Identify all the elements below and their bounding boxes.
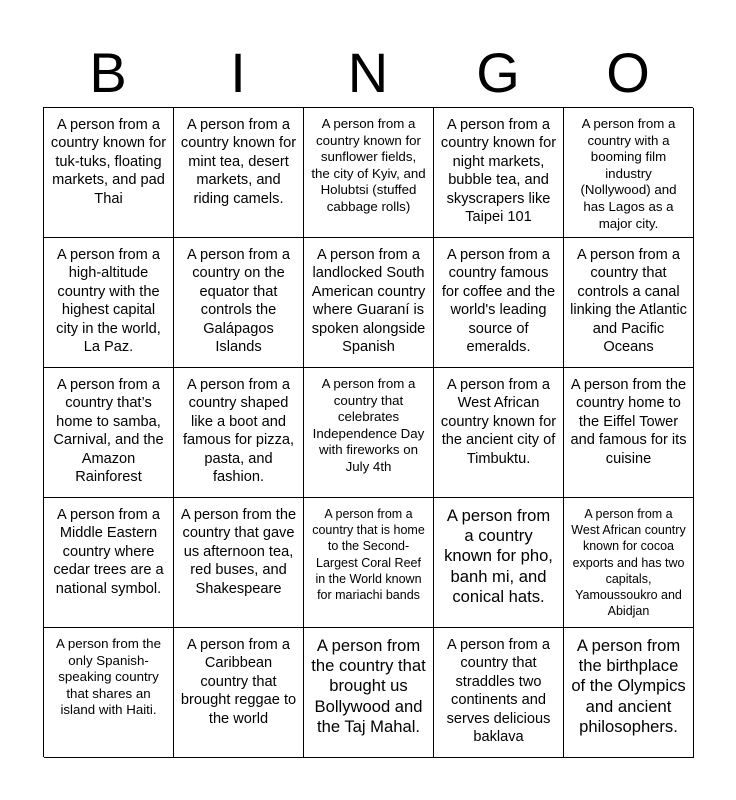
cell-text: A person from the country that brought us Bollywood and the Taj Mahal.: [311, 636, 426, 736]
bingo-cell[interactable]: [434, 238, 564, 368]
bingo-header: [43, 38, 693, 108]
cell-text: A person from a country that is home to the Second-Largest Coral Reef in the World known for mariachi bands: [312, 507, 425, 603]
bingo-cell[interactable]: [434, 628, 564, 758]
header-letter-g: G: [476, 41, 520, 104]
bingo-cell[interactable]: [304, 108, 434, 238]
bingo-cell[interactable]: [564, 498, 694, 628]
bingo-cell[interactable]: [174, 238, 304, 368]
cell-text: A person from the only Spanish-speaking country that shares an island with Haiti.: [56, 636, 161, 718]
cell-text: A person from a country known for night markets, bubble tea, and skyscrapers like Taipei 101: [440, 117, 557, 226]
cell-text: A person from a landlocked South American country where Guaraní is spoken alongside Spanish: [311, 247, 426, 356]
bingo-cell[interactable]: [44, 498, 174, 628]
cell-text: A person from a country shaped like a boot and famous for pizza, pasta, and fashion.: [182, 377, 295, 486]
bingo-cell[interactable]: [44, 628, 174, 758]
bingo-cell[interactable]: [434, 368, 564, 498]
bingo-cell[interactable]: [304, 238, 434, 368]
header-letter-b: B: [89, 41, 127, 104]
bingo-cell[interactable]: [564, 108, 694, 238]
bingo-cell[interactable]: [434, 108, 564, 238]
cell-text: A person from a Middle Eastern country where cedar trees are a national symbol.: [53, 507, 164, 597]
bingo-cell[interactable]: [304, 628, 434, 758]
cell-text: A person from a country known for mint tea, desert markets, and riding camels.: [180, 117, 297, 207]
cell-text: A person from a country known for pho, banh mi, and conical hats.: [444, 506, 553, 606]
bingo-cell[interactable]: [174, 628, 304, 758]
cell-text: A person from a country known for sunflower fields, the city of Kyiv, and Holubtsi (stuffed cabbage rolls): [311, 116, 426, 214]
bingo-grid: [43, 107, 693, 757]
cell-text: A person from a Caribbean country that brought reggae to the world: [180, 637, 297, 727]
bingo-cell[interactable]: [174, 368, 304, 498]
bingo-cell[interactable]: [304, 498, 434, 628]
bingo-cell[interactable]: [434, 498, 564, 628]
bingo-cell[interactable]: [44, 368, 174, 498]
bingo-cell[interactable]: [564, 368, 694, 498]
header-letter-i: I: [230, 41, 246, 104]
cell-text: A person from a high-altitude country with the highest capital city in the world, La Paz.: [56, 247, 161, 356]
cell-text: A person from a West African country known for the ancient city of Timbuktu.: [440, 377, 557, 467]
bingo-cell[interactable]: [44, 238, 174, 368]
cell-text: A person from the birthplace of the Olympics and ancient philosophers.: [571, 636, 686, 736]
cell-text: A person from a country with a booming film industry (Nollywood) and has Lagos as a major city.: [580, 116, 677, 231]
bingo-cell[interactable]: [304, 368, 434, 498]
bingo-cell[interactable]: [174, 498, 304, 628]
cell-text: A person from the country home to the Eiffel Tower and famous for its cuisine: [570, 377, 687, 467]
cell-text: A person from a country that controls a canal linking the Atlantic and Pacific Oceans: [570, 247, 687, 356]
cell-text: A person from a country known for tuk-tuks, floating markets, and pad Thai: [50, 117, 167, 207]
bingo-cell[interactable]: [174, 108, 304, 238]
header-letter-o: O: [606, 41, 650, 104]
cell-text: A person from a country that straddles two continents and serves delicious baklava: [446, 637, 551, 746]
bingo-cell[interactable]: [564, 238, 694, 368]
cell-text: A person from the country that gave us afternoon tea, red buses, and Shakespeare: [180, 507, 297, 597]
cell-text: A person from a country that celebrates Independence Day with fireworks on July 4th: [312, 376, 425, 474]
cell-text: A person from a West African country known for cocoa exports and has two capitals, Yamoussoukro and Abidjan: [571, 507, 686, 619]
bingo-cell[interactable]: [564, 628, 694, 758]
cell-text: A person from a country on the equator that controls the Galápagos Islands: [186, 247, 291, 356]
header-letter-n: N: [347, 41, 389, 104]
cell-text: A person from a country that’s home to samba, Carnival, and the Amazon Rainforest: [53, 377, 164, 486]
cell-text: A person from a country famous for coffee and the world's leading source of emeralds.: [441, 247, 556, 356]
bingo-cell[interactable]: [44, 108, 174, 238]
